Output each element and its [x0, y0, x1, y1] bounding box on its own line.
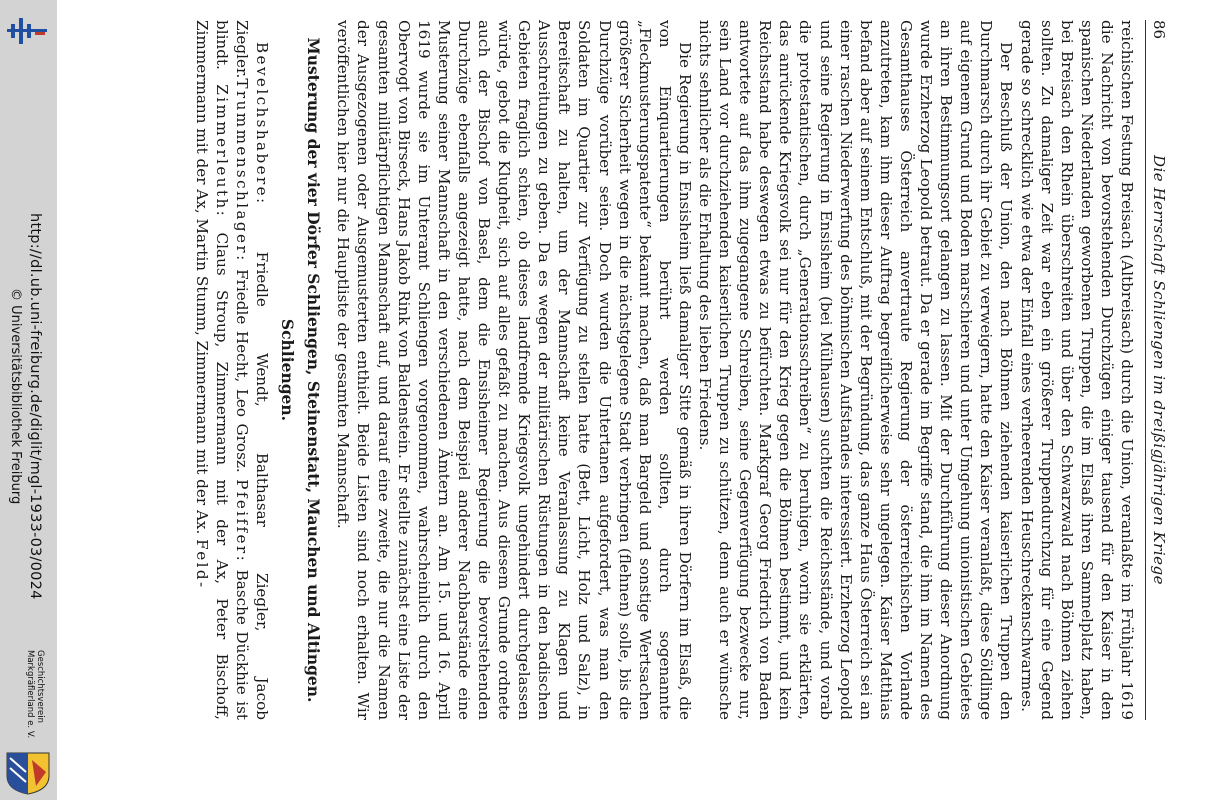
roster-names: Claus Stroup, Zimmermann mit der Ax, Peter Bischoff, Zimmermann mit der Ax, Martin Stumm, Zimmermann mit der Ax. — [192, 20, 232, 720]
copyright-notice: © Universitätsbibliothek Freiburg — [8, 288, 23, 505]
roster-names: Friedle Wendt, Balthasar Ziegler, Jacob Ziegler. — [233, 20, 272, 720]
society-name-line1: Geschichtsverein — [35, 650, 45, 724]
roster-label: Trummenschlager: — [233, 78, 252, 263]
source-url[interactable]: http://dl.ub.uni-freiburg.de/diglit/mgl-1933-03/0024 — [27, 213, 43, 600]
paragraph: Die Regierung in Ensisheim ließ damaliger Sitte gemäß in ihren Dörfern im Elsaß, die von Einquartierungen berührt werden sollten, durch sogenannte „Fleckmusterungspatente“ bekannt machen, daß man Bargeld und sonstige Wertsachen größerer Sicherheit wegen in die nächstgelegene Stadt verbringen (flehnen) solle, bis die Durchzüge vorüber seien. Doch wurden die Untertanen aufgefordert, was man den Soldaten im Quartier zur Verfügung zu stellen hatte (Bett, Licht, Holz und Salz), in Bereitschaft zu halten, um der Mannschaft keine Veranlassung zu Klagen und Ausschreitungen zu geben. Da es wegen der militärischen Rüstungen in den badischen Gebieten fraglich schien, ob dieses landfremde Kriegsvolk ungehindert durchgelassen würde, gebot die Klugheit, sich auf alles gefaßt zu machen. Aus diesem Grunde ordnete auch der Bischof von Basel, dem die Ensisheimer Regierung die bevorstehenden Durchzüge ebenfalls angezeigt hatte, nach dem Beispiel anderer Nachbarstände eine Musterung seiner Mannschaft in den verschiedenen Ämtern an. Am 15. und 16. April 1619 wurde sie im Unteramt Schliengen vorgenommen, wahrscheinlich durch den Obervogt von Birseck, Hans Jakob Rink von Baldenstein. Er stellte zunächst eine Liste der gesamten militärpflichtigen Mannschaft auf, und darauf eine zweite, die nur die Namen der Ausgezogenen oder Ausgemusterten enthielt. Beide Listen sind noch erhalten. Wir veröffentlichen hier nur die Hauptliste der gesamten Mannschaft. — [334, 20, 694, 720]
page-number: 86 — [1150, 20, 1168, 40]
society-name-line2: Markgräflerland e. V. — [25, 650, 35, 739]
coat-of-arms-icon — [4, 750, 52, 796]
paragraph: reichischen Festung Breisach (Altbreisach) durch die Union, veranlaßte im Frühjahr 1619 die Nachricht von bevorstehenden Durchzügen einiger tausend für den Kaiser in den spanischen Niederlanden geworbenen Truppen, die im Elsaß ihren Sammelplatz haben, bei Breisach den Rhein überschreiten und über den Schwarzwald nach Böhmen ziehen sollten. Zu damaliger Zeit war eben ein größerer Truppendurchzug für eine Gegend gerade so schrecklich wie etwa der Einfall eines verheerenden Heuschreckenschwarmes. — [1017, 20, 1136, 720]
roster-label: Pfeiffer: — [233, 479, 252, 564]
document-page — [192, 20, 1172, 720]
page-header — [1145, 20, 1172, 720]
sidebar — [0, 0, 57, 800]
roster-label: Zimmerleuth: — [213, 84, 232, 219]
section-heading: Musterung der vier Dörfer Schliengen, Steinenstatt, Mauchen und Altingen. — [304, 37, 324, 703]
subheading: Schliengen. — [278, 318, 298, 422]
ub-freiburg-logo-icon — [5, 10, 49, 50]
roster-label: Bevelchshabere: — [253, 42, 272, 206]
page-body — [192, 20, 1145, 720]
roster-names: Friedle Hecht, Leo Grosz. — [233, 262, 252, 480]
roster-paragraph — [192, 20, 272, 720]
running-head: Die Herrschaft Schliengen im dreißigjährigen Kriege — [1150, 154, 1168, 585]
roster-label: Feld- — [192, 539, 211, 590]
roster-names: Basche Dückhie ist blindt. — [213, 20, 252, 720]
paragraph: Der Beschluß der Union, den nach Böhmen ziehenden kaiserlichen Truppen den Durchmarsch durch ihr Gebiet zu verweigern, hatte den Kaiser veranlaßt, diese Söldlinge auf eigenem Grund und Boden marschieren und unter Umgehung unionistischen Gebietes an ihren Bestimmungsort gelangen zu lassen. Mit der Durchführung dieser Anordnung wurde Erzherzog Leopold betraut. Da er gerade im Begriffe stand, die ihm im Namen des Gesamthauses Österreich anvertraute Regierung der österreichischen Vorlande anzutreten, kam ihm dieser Auftrag begreiflicherweise sehr ungelegen. Kaiser Matthias befand aber auf seinem Entschluß, mit der Begründung, das ganze Haus Österreich sei an einer raschen Niederwerfung des böhmischen Aufstandes interessiert. Erzherzog Leopold und seine Regierung in Ensisheim (bei Mülhausen) suchten die Reichsstände, und vorab die protestantischen, durch „Generationsschreiben“ zu beruhigen, worin sie erklärten, das anrückende Kriegsvolk sei nur für den Krieg gegen die Böhmen bestimmt, und kein Reichsstand habe deswegen etwas zu befürchten. Markgraf Georg Friedrich von Baden antwortete auf das ihm zugegangene Schreiben, seine Gegenverfügung bezwecke nur, sein Land vor durchziehenden kaiserlichen Truppen zu schützen, denn auch er wünsche nichts sehnlicher als die Erhaltung des lieben Friedens. — [696, 20, 1016, 720]
